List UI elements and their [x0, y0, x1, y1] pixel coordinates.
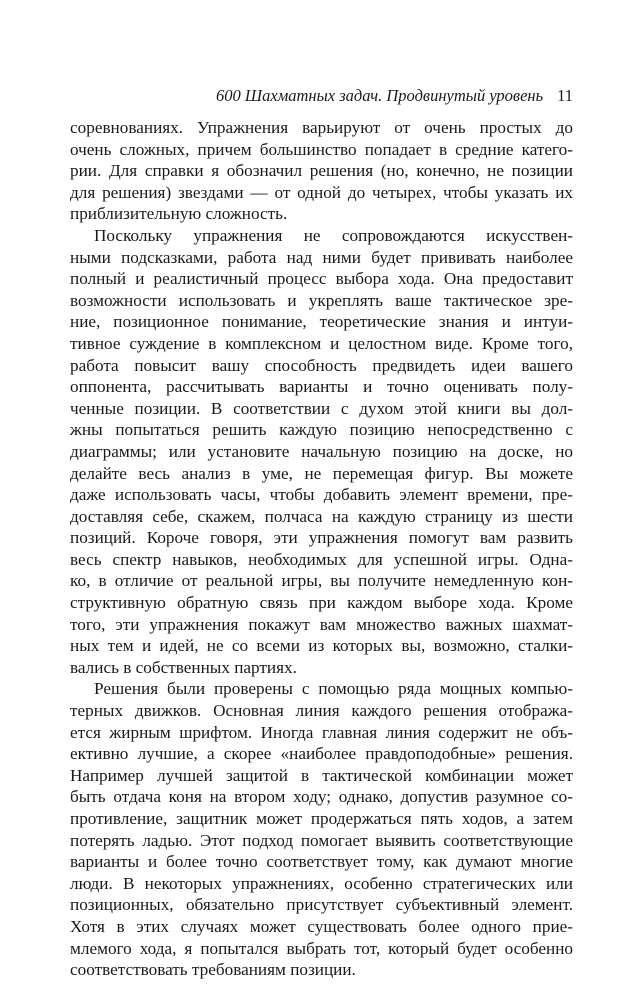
- text-line: ными подсказками, работа над ними будет прививать наиболее: [70, 247, 573, 267]
- text-line: люди. В некоторых упражнениях, особенно стратегических или: [70, 873, 573, 893]
- body-text: [70, 117, 573, 981]
- text-line: соответствовать требованиям позиции.: [70, 960, 356, 980]
- text-line: структивную обратную связь при каждом выборе хода. Кроме: [70, 593, 573, 613]
- text-line: ние, позиционное понимание, теоретические знания и интуи-: [70, 312, 573, 332]
- text-line: диаграммы; или установите начальную позицию на доске, но: [70, 441, 573, 461]
- text-line: тивное суждение в комплексном и целостном виде. Кроме того,: [70, 333, 573, 353]
- text-line: полный и реалистичный процесс выбора хода. Она предоставит: [70, 269, 573, 289]
- text-line: Поскольку упражнения не сопровождаются искусствен-: [94, 225, 573, 245]
- text-line: вались в собственных партиях.: [70, 657, 297, 677]
- page-number: 11: [557, 86, 573, 105]
- paragraph: [70, 678, 573, 980]
- text-line: ко, в отличие от реальной игры, вы получите немедленную кон-: [70, 571, 573, 591]
- text-line: рии. Для справки я обозначил решения (но, конечно, не позиции: [70, 161, 573, 181]
- text-line: соревнованиях. Упражнения варьируют от очень простых до: [70, 118, 573, 137]
- text-line: оппонента, рассчитывать варианты и точно оценивать полу-: [70, 377, 573, 397]
- paragraph: [70, 117, 573, 225]
- text-line: ных тем и идей, не со всеми из которых вы, возможно, сталки-: [70, 636, 573, 656]
- text-line: позиций. Короче говоря, эти упражнения помогут вам развить: [70, 528, 573, 548]
- text-line: ется жирным шрифтом. Иногда главная линия содержит не объ-: [70, 722, 573, 742]
- text-line: Хотя в этих случаях может существовать более одного прие-: [70, 916, 573, 936]
- text-line: противление, защитник может продержаться пять ходов, а затем: [70, 809, 573, 828]
- text-line: очень сложных, причем большинство попадает в средние катего-: [70, 139, 573, 159]
- text-line: ективно лучшие, а скорее «наиболее правдоподобные» решения.: [70, 744, 573, 764]
- text-line: потерять ладью. Этот подход помогает выявить соответствующие: [70, 830, 573, 850]
- text-line: Решения были проверены с помощью ряда мощных компью-: [94, 679, 573, 699]
- text-line: позиционных, обязательно присутствует субъективный элемент.: [70, 895, 573, 915]
- text-line: для решения) звездами — от одной до четырех, чтобы указать их: [70, 182, 573, 202]
- running-header: [70, 86, 573, 106]
- text-line: возможности использовать и укреплять ваше тактическое зре-: [70, 290, 573, 310]
- book-page: [70, 0, 573, 1000]
- text-line: жны попытаться решить каждую позицию непосредственно с: [70, 420, 573, 440]
- text-line: даже использовать часы, чтобы добавить элемент времени, пре-: [70, 485, 573, 505]
- text-line: доставляя себе, скажем, полчаса на каждую страницу из шести: [70, 506, 573, 526]
- text-line: того, эти упражнения покажут вам множество важных шахмат-: [70, 614, 573, 634]
- text-line: млемого хода, я попытался выбрать тот, который будет особенно: [70, 938, 573, 958]
- text-line: работа повысит вашу способность предвидеть идеи вашего: [70, 355, 573, 375]
- text-line: быть отдача коня на втором ходу; однако, допустив разумное со-: [70, 787, 573, 807]
- paragraph: [70, 225, 573, 678]
- text-line: терных движков. Основная линия каждого решения отобража-: [70, 701, 573, 721]
- book-title: 600 Шахматных задач. Продвинутый уровень: [216, 86, 544, 105]
- text-line: ченные позиции. В соответствии с духом этой книги вы дол-: [70, 398, 573, 418]
- text-line: весь спектр навыков, необходимых для успешной игры. Одна-: [70, 549, 573, 569]
- text-line: приблизительную сложность.: [70, 204, 288, 224]
- text-line: делайте весь анализ в уме, не перемещая фигур. Вы можете: [70, 463, 573, 483]
- text-line: варианты и более точно соответствует тому, как думают многие: [70, 852, 573, 872]
- text-line: Например лучшей защитой в тактической комбинации может: [70, 765, 573, 785]
